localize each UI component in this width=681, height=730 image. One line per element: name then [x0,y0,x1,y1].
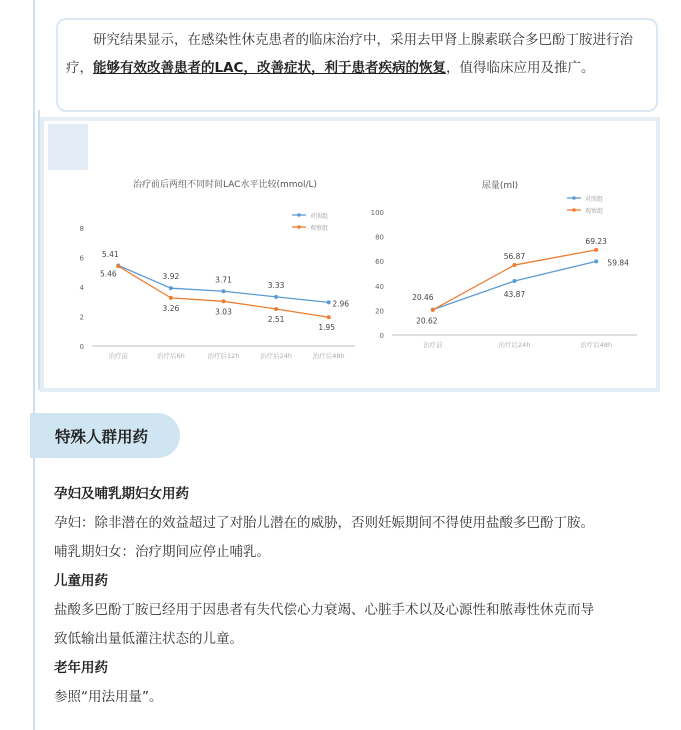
intro-text-end: 广。 [567,60,595,76]
y-tick-label: 60 [375,258,384,267]
heading-pregnancy: 孕妇及哺乳期妇女用药 [54,486,189,502]
series-line-0 [433,261,596,309]
data-label: 69.23 [585,236,607,246]
data-point-0 [513,279,517,283]
x-tick-label: 治疗后6h [157,352,185,360]
data-label: 56.87 [503,252,526,262]
data-point-1 [513,263,517,267]
paragraph-children-2: 致低输出量低灌注状态的儿童。 [54,631,243,647]
legend-label-0: 对照组 [585,196,604,203]
y-tick-label: 20 [375,307,384,316]
intro-text-line2: 行治疗， [66,32,633,76]
x-tick-label: 治疗前 [423,341,443,349]
y-tick-label: 0 [79,343,84,351]
chart-title: 尿量(ml) [481,181,519,191]
paragraph-children-1: 盐酸多巴酚丁胺已经用于因患者有失代偿心力衰竭、心脏手术以及心源性和脓毒性休克而导 [54,602,594,618]
urine-chart [362,170,652,375]
data-label: 20.46 [412,292,434,302]
legend-marker-0 [297,213,301,217]
legend-label-1: 观察组 [585,208,604,215]
legend-label-1: 观察组 [310,225,329,232]
y-tick-label: 40 [375,282,384,291]
intro-paragraph [66,26,656,82]
data-point-0 [274,295,278,299]
heading-children: 儿童用药 [54,573,108,589]
data-point-1 [222,299,226,303]
data-label: 59.84 [607,258,629,268]
data-label: 5.46 [99,269,117,279]
legend-marker-1 [572,208,576,212]
chart-title: 治疗前后两组不同时间LAC水平比较(mmol/L) [132,180,318,190]
data-label: 3.92 [162,272,180,282]
x-tick-label: 治疗后24h [498,341,531,349]
paragraph-elderly: 参照“用法用量”。 [54,689,163,705]
data-point-0 [327,300,331,304]
lac-chart [70,170,360,375]
y-tick-label: 8 [79,225,84,233]
data-label: 2.51 [267,314,285,324]
data-point-1 [594,248,598,252]
figure-decor-square [48,124,88,170]
data-label: 20.62 [416,316,438,326]
data-point-1 [169,296,173,300]
data-point-1 [431,308,435,312]
section-title: 特殊人群用药 [55,428,149,446]
data-point-1 [116,264,120,268]
data-label: 3.03 [215,307,232,317]
paragraph-lactation: 哺乳期妇女：治疗期间应停止哺乳。 [54,544,270,560]
x-tick-label: 治疗后48h [312,352,345,360]
y-tick-label: 80 [375,233,384,242]
content-body [54,480,654,712]
intro-text: 研究结果显示，在感染性休克患者的临床治疗中，采用去甲肾上腺素联合多巴酚丁胺进 [93,32,606,48]
data-label: 3.26 [162,303,180,313]
intro-highlight: 能够有效改善患者的LAC，改善症状，利于患者疾病的恢复 [93,60,446,76]
left-border-rule [33,0,35,730]
data-point-1 [327,315,331,319]
data-label: 2.96 [332,299,350,309]
data-point-1 [274,307,278,311]
y-tick-label: 4 [79,284,84,292]
x-tick-label: 治疗前 [108,352,129,360]
data-label: 43.87 [503,290,526,300]
y-tick-label: 2 [79,313,84,322]
data-label: 3.71 [215,275,232,285]
data-label: 1.95 [318,323,336,333]
x-tick-label: 治疗后24h [260,352,293,360]
x-tick-label: 治疗后48h [580,341,613,349]
data-point-0 [169,286,173,290]
heading-elderly: 老年用药 [54,660,108,676]
paragraph-pregnant: 孕妇：除非潜在的效益超过了对胎儿潜在的威胁，否则妊娠期间不得使用盐酸多巴酚丁胺。 [54,515,594,531]
y-tick-label: 6 [79,254,84,263]
y-tick-label: 100 [370,209,384,217]
data-point-0 [594,259,598,263]
x-tick-label: 治疗后12h [207,352,240,360]
legend-marker-0 [572,196,576,200]
legend-label-0: 对照组 [310,213,329,220]
data-label: 5.41 [101,250,119,260]
y-tick-label: 0 [379,332,384,340]
intro-text-after: ，值得临床应用及推 [445,60,568,76]
data-label: 3.33 [267,280,285,290]
data-point-0 [222,289,226,293]
legend-marker-1 [297,225,301,229]
